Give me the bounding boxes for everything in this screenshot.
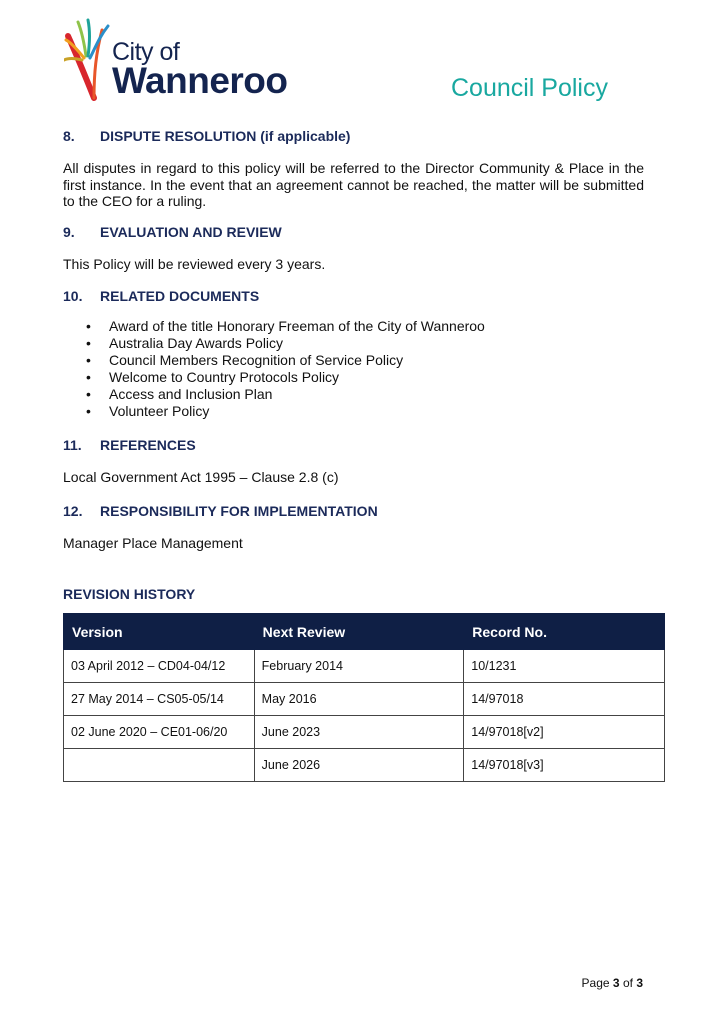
table-row — [64, 749, 665, 782]
list-item: • Australia Day Awards Policy — [63, 335, 623, 352]
revision-history-title: REVISION HISTORY — [63, 586, 196, 602]
page-current: 3 — [612, 976, 620, 990]
section-number: 10. — [63, 288, 83, 304]
city-of-wanneroo-logo — [64, 18, 304, 102]
section-title: DISPUTE RESOLUTION (if applicable) — [100, 128, 351, 144]
cell-next-review: May 2016 — [254, 683, 464, 716]
section-body-evaluation-review: This Policy will be reviewed every 3 years. — [63, 256, 326, 272]
cell-next-review: June 2023 — [254, 716, 464, 749]
section-body-dispute-resolution: All disputes in regard to this policy will be referred to the Director Community & Place in the first instance. In the event that an agreement cannot be reached, the matter will be submitted to the CEO for a ruling. — [63, 160, 644, 209]
section-number: 11. — [63, 437, 82, 453]
cell-record-no: 10/1231 — [464, 650, 665, 683]
page-of: of — [622, 976, 633, 990]
section-heading-references — [63, 437, 196, 453]
section-title: RESPONSIBILITY FOR IMPLEMENTATION — [100, 503, 378, 519]
column-header-next-review: Next Review — [254, 614, 464, 650]
table-row — [64, 650, 665, 683]
cell-next-review: June 2026 — [254, 749, 464, 782]
revision-history-table — [63, 613, 665, 782]
page-total: 3 — [636, 976, 643, 990]
section-number: 9. — [63, 224, 75, 240]
column-header-record-no: Record No. — [464, 614, 665, 650]
section-heading-related-documents — [63, 288, 259, 304]
section-number: 8. — [63, 128, 75, 144]
page-number — [582, 976, 643, 990]
related-documents-list — [63, 318, 623, 420]
section-body-references: Local Government Act 1995 – Clause 2.8 (c) — [63, 469, 339, 485]
cell-version: 03 April 2012 – CD04-04/12 — [64, 650, 255, 683]
list-item: • Access and Inclusion Plan — [63, 386, 623, 403]
list-item: • Award of the title Honorary Freeman of the City of Wanneroo — [63, 318, 623, 335]
table-row — [64, 716, 665, 749]
document-type-label: Council Policy — [450, 74, 608, 102]
cell-record-no: 14/97018[v3] — [464, 749, 665, 782]
section-body-responsibility: Manager Place Management — [63, 535, 243, 551]
table-header-row — [64, 614, 665, 650]
section-title: REFERENCES — [100, 437, 196, 453]
section-number: 12. — [63, 503, 83, 519]
cell-version: 27 May 2014 – CS05-05/14 — [64, 683, 255, 716]
section-heading-responsibility — [63, 503, 378, 519]
list-item: • Welcome to Country Protocols Policy — [63, 369, 623, 386]
page-label: Page — [581, 976, 610, 990]
logo-text-city-of: City of — [112, 38, 180, 66]
table-row — [64, 683, 665, 716]
section-heading-evaluation-review — [63, 224, 282, 240]
cell-version — [64, 749, 255, 782]
list-item: • Council Members Recognition of Service Policy — [63, 352, 623, 369]
cell-record-no: 14/97018[v2] — [464, 716, 665, 749]
logo-text-wanneroo: Wanneroo — [112, 60, 288, 101]
column-header-version: Version — [64, 614, 255, 650]
list-item: • Volunteer Policy — [63, 403, 623, 420]
section-heading-dispute-resolution — [63, 128, 350, 144]
section-title: EVALUATION AND REVIEW — [100, 224, 282, 240]
cell-record-no: 14/97018 — [464, 683, 665, 716]
cell-next-review: February 2014 — [254, 650, 464, 683]
cell-version: 02 June 2020 – CE01-06/20 — [64, 716, 255, 749]
section-title: RELATED DOCUMENTS — [100, 288, 260, 304]
